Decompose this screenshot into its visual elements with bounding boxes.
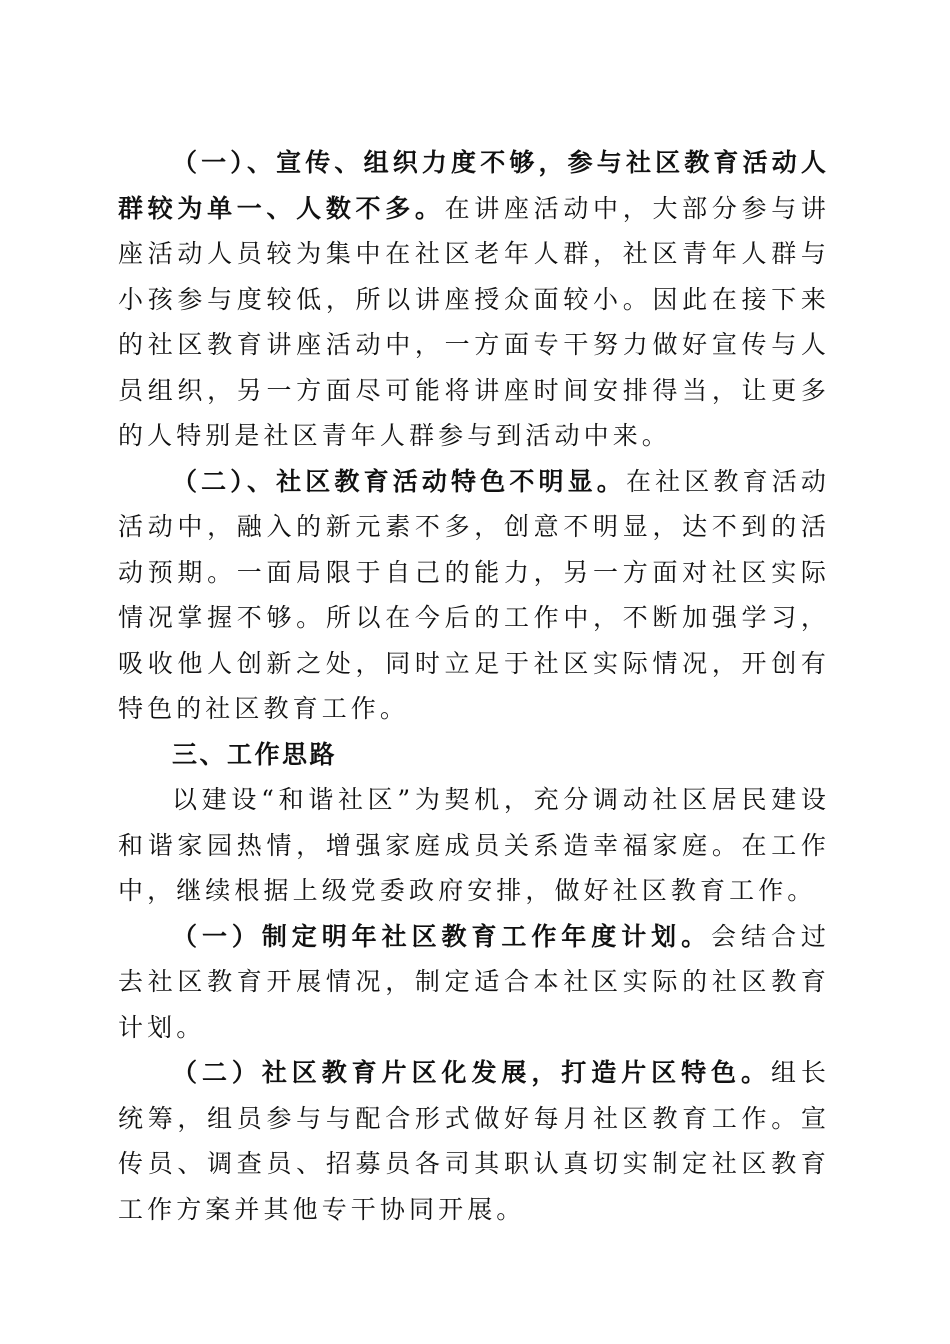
issue-1-lead: （一）、宣传、组织力度不够，参与社区教育活动人群较为单一、人数不多。 (118, 148, 830, 223)
issue-2-lead: （二）、社区教育活动特色不明显。 (172, 466, 626, 496)
section-3-heading: 三、工作思路 (172, 739, 338, 769)
document-page (118, 140, 830, 1232)
issue-2-body: 在社区教育活动活动中，融入的新元素不多，创意不明显，达不到的活动预期。一面局限于自己的能力，另一方面对社区实际情况掌握不够。所以在今后的工作中，不断加强学习，吸收他人创新之处，同时立足于社区实际情况，开创有特色的社区教育工作。 (118, 466, 830, 723)
plan-2-body: 组长统筹，组员参与与配合形式做好每月社区教育工作。宣传员、调查员、招募员各司其职认真切实制定社区教育工作方案并其他专干协同开展。 (118, 1058, 830, 1224)
section-3-intro: 以建设“和谐社区”为契机，充分调动社区居民建设和谐家园热情，增强家庭成员关系造幸福家庭。在工作中，继续根据上级党委政府安排，做好社区教育工作。 (118, 785, 830, 905)
plan-2-paragraph (118, 1050, 830, 1232)
issue-1-paragraph (118, 140, 830, 459)
plan-2-lead: （二）社区教育片区化发展，打造片区特色。 (172, 1058, 771, 1087)
issue-2-paragraph (118, 459, 830, 732)
plan-1-paragraph (118, 914, 830, 1051)
issue-1-body: 在讲座活动中，大部分参与讲座活动人员较为集中在社区老年人群，社区青年人群与小孩参与度较低，所以讲座授众面较小。因此在接下来的社区教育讲座活动中，一方面专干努力做好宣传与人员组织，另一方面尽可能将讲座时间安排得当，让更多的人特别是社区青年人群参与到活动中来。 (118, 193, 830, 450)
plan-1-lead: （一）制定明年社区教育工作年度计划。 (172, 921, 712, 951)
plan-1-body: 会结合过去社区教育开展情况，制定适合本社区实际的社区教育计划。 (118, 921, 830, 1042)
